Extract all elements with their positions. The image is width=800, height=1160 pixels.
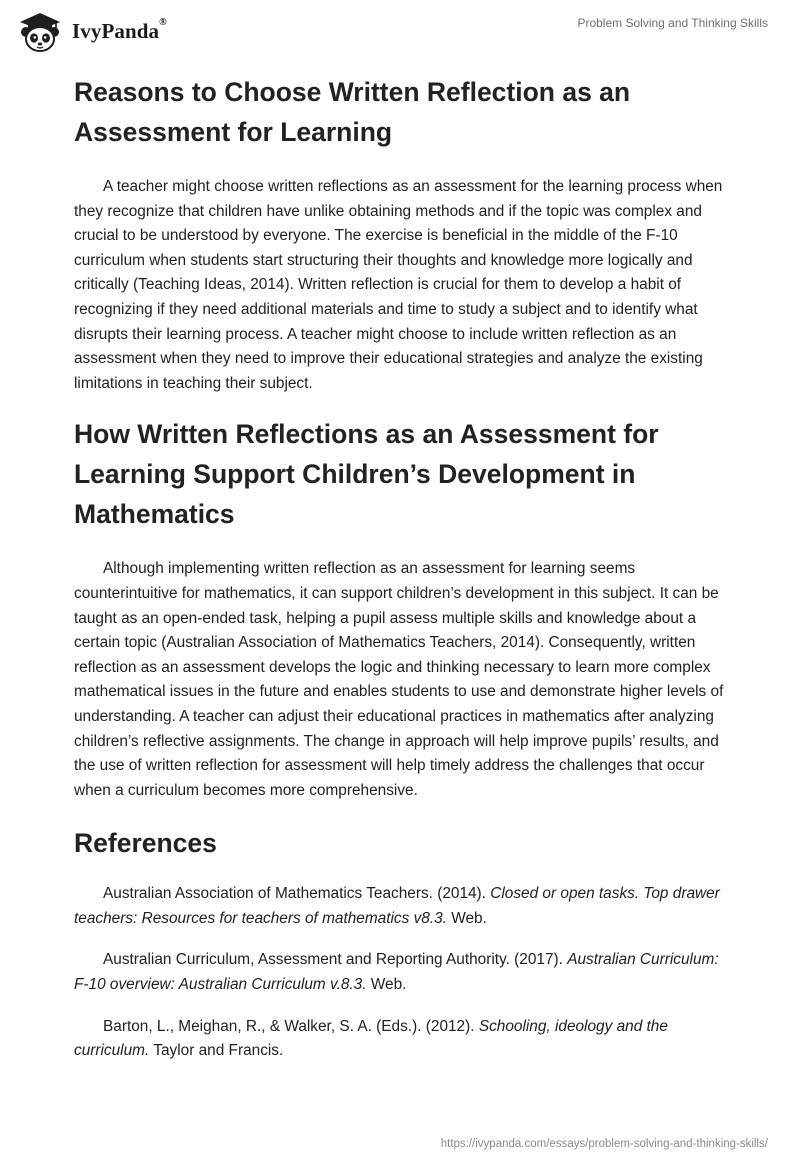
reference-title: Schooling, ideology and the curriculum. [74, 1017, 668, 1060]
section-heading-mathematics: How Written Reflections as an Assessment for Learning Support Children’s Development in Mathematics [74, 419, 659, 530]
references-list [74, 882, 724, 1064]
page-header [0, 0, 800, 64]
reference-lead: Australian Curriculum, Assessment and Reporting Authority. (2017). [103, 951, 568, 969]
section-paragraph-mathematics: Although implementing written reflection as an assessment for learning seems counterintuitive for mathematics, it can support children’s development in this subject. It can be taught as an open-ended task, helping a pupil assess multiple skills and knowledge about a certain topic (Australian Association of Mathematics Teachers, 2014). Consequently, written reflection as an assessment develops the logic and thinking necessary to learn more complex mathematical issues in the future and enables students to use and demonstrate higher levels of understanding. A teacher can adjust their educational practices in mathematics after analyzing children’s reflective assignments. The change in approach will help improve pupils’ results, and the use of written reflection for assessment will help timely address the challenges that occur when a curriculum becomes more comprehensive. [74, 560, 724, 799]
reference-title: Australian Curriculum: F-10 overview: Australian Curriculum v.8.3. [74, 951, 719, 994]
reference-item [74, 948, 724, 997]
reference-lead: Australian Association of Mathematics Teachers. (2014). [103, 885, 491, 903]
registered-mark: ® [159, 16, 167, 28]
reference-item [74, 1015, 724, 1064]
reference-tail: Web. [446, 909, 487, 927]
brand-name: IvyPanda® [72, 16, 167, 43]
section-paragraph-reasons: A teacher might choose written reflections as an assessment for the learning process when they recognize that children have unlike obtaining methods and if the topic was complex and crucial to be understood by everyone. The exercise is beneficial in the middle of the F-10 curriculum when students start structuring their thoughts and knowledge more logically and critically (Teaching Ideas, 2014). Written reflection is crucial for them to develop a habit of recognizing if they need additional materials and time to study a subject and to identify what disrupts their learning process. A teacher might choose to include written reflection as an assessment when they need to improve their educational strategies and analyze the existing limitations in teaching their subject. [74, 178, 723, 392]
reference-title: Closed or open tasks. Top drawer teachers: Resources for teachers of mathematics v8.3. [74, 885, 720, 927]
references-heading: References [74, 828, 217, 859]
essay-content [74, 70, 724, 1081]
reference-tail: Taylor and Francis. [149, 1042, 284, 1060]
source-url-link[interactable]: https://ivypanda.com/essays/problem-solving-and-thinking-skills/ [440, 1138, 768, 1150]
reference-tail: Web. [366, 976, 407, 994]
reference-lead: Barton, L., Meighan, R., & Walker, S. A. (Eds.). (2012). [103, 1017, 479, 1035]
ivypanda-logo[interactable] [14, 8, 167, 54]
section-heading-reasons: Reasons to Choose Written Reflection as an Assessment for Learning [74, 77, 631, 147]
reference-item [74, 882, 724, 931]
panda-graduate-icon [14, 8, 66, 54]
essay-subject: Problem Solving and Thinking Skills [577, 16, 768, 30]
